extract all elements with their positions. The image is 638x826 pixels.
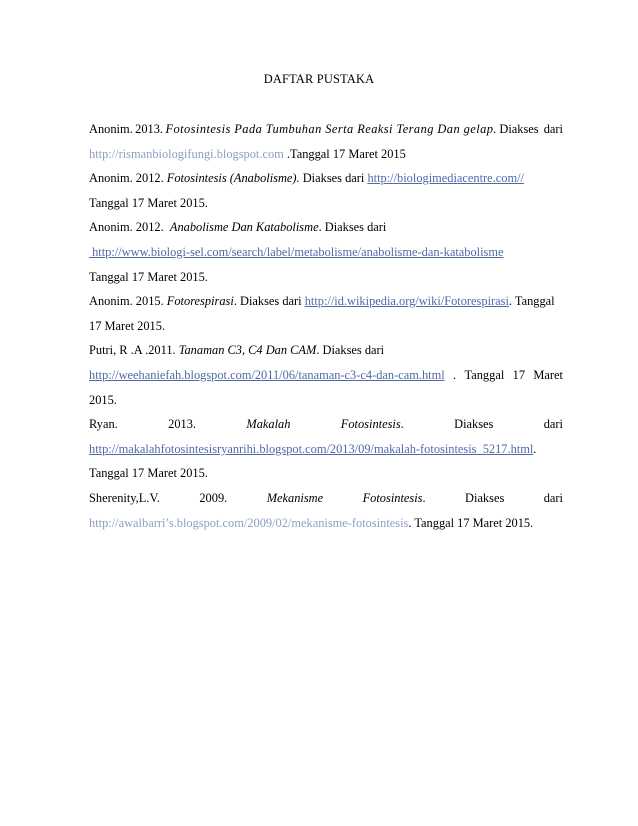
ref-access: . Diakses dari bbox=[233, 294, 305, 309]
ref-year: 2009. bbox=[199, 490, 228, 505]
reference-1-line-1 bbox=[89, 118, 563, 143]
ref-access: . Diakses dari bbox=[318, 220, 387, 235]
reference-3-line-3 bbox=[89, 266, 563, 291]
ref-author: Ryan. bbox=[89, 417, 118, 432]
ref-title-word-2: Fotosintesis bbox=[340, 417, 401, 432]
reference-4-line-2 bbox=[89, 315, 563, 340]
ref-date: Tanggal 17 Maret 2015. bbox=[89, 195, 208, 210]
reference-2-line-2 bbox=[89, 192, 563, 217]
reference-list bbox=[89, 118, 563, 536]
ref-access: . Diakses dari bbox=[316, 343, 385, 358]
ref-title-group bbox=[363, 487, 426, 512]
ref-title: Tanaman C3, C4 Dan CAM bbox=[178, 343, 317, 358]
ref-title: Fotosintesis (Anabolisme). bbox=[166, 171, 300, 186]
ref-prefix: Putri, R .A .2011. bbox=[89, 343, 179, 358]
reference-1-line-2 bbox=[89, 143, 563, 168]
reference-5-line-1 bbox=[89, 339, 563, 364]
ref-after: . bbox=[533, 441, 537, 456]
ref-author: Anonim. bbox=[89, 122, 133, 136]
ref-url-link[interactable]: http://id.wikipedia.org/wiki/Fotorespirasi bbox=[304, 294, 509, 309]
ref-prefix: Anonim. 2015. bbox=[89, 294, 167, 309]
ref-title-dot: . bbox=[422, 490, 426, 505]
ref-title-word-2: Fotosintesis bbox=[362, 490, 423, 505]
ref-date: 17 Maret 2015. bbox=[89, 318, 166, 333]
ref-title-dot: . bbox=[400, 417, 404, 432]
ref-title: Fotorespirasi bbox=[166, 294, 234, 309]
reference-7-line-1 bbox=[89, 487, 563, 512]
ref-url-link[interactable]: http://weehaniefah.blogspot.com/2011/06/tanaman-c3-c4-dan-cam.html bbox=[89, 367, 445, 382]
ref-prefix: Anonim. 2012. bbox=[89, 220, 170, 235]
ref-access-word-1: Diakses bbox=[454, 417, 494, 432]
ref-title-word-1: Makalah bbox=[246, 417, 291, 432]
ref-year: 2013. bbox=[168, 417, 197, 432]
ref-author: Sherenity,L.V. bbox=[89, 490, 160, 505]
ref-title-word-1: Mekanisme bbox=[266, 490, 324, 505]
ref-after: . Tanggal bbox=[508, 294, 555, 309]
page-title: DAFTAR PUSTAKA bbox=[263, 72, 375, 86]
ref-url-link[interactable]: http://rismanbiologifungi.blogspot.com bbox=[89, 146, 284, 161]
ref-date-year: 2015. bbox=[89, 392, 117, 407]
ref-prefix: Anonim. 2012. bbox=[89, 171, 167, 186]
ref-date-word: Tanggal bbox=[464, 367, 505, 382]
ref-access: Diakses dari bbox=[499, 122, 563, 136]
ref-date: Tanggal 17 Maret 2015. bbox=[89, 269, 208, 284]
ref-access-word-2: dari bbox=[543, 417, 563, 432]
ref-title: Fotosintesis Pada Tumbuhan Serta Reaksi Terang Dan gelap. bbox=[165, 122, 497, 136]
ref-date-month: Maret bbox=[533, 367, 563, 382]
ref-date-dot: . bbox=[453, 367, 457, 382]
ref-title-group bbox=[341, 413, 404, 438]
ref-date: . Tanggal 17 Maret 2015. bbox=[408, 515, 534, 530]
ref-url-link[interactable]: http://biologimediacentre.com// bbox=[367, 171, 525, 186]
reference-6-line-3 bbox=[89, 462, 563, 487]
ref-date: .Tanggal 17 Maret 2015 bbox=[283, 146, 406, 161]
reference-5-line-3 bbox=[89, 389, 563, 414]
ref-year: 2013. bbox=[135, 122, 164, 136]
reference-4-line-1 bbox=[89, 290, 563, 315]
ref-title: Anabolisme Dan Katabolisme bbox=[169, 220, 319, 235]
ref-date-day: 17 bbox=[512, 367, 526, 382]
ref-access-word-2: dari bbox=[543, 490, 563, 505]
ref-access-word-1: Diakses bbox=[465, 490, 505, 505]
ref-url-link[interactable]: http://awalbarri’s.blogspot.com/2009/02/mekanisme-fotosintesis bbox=[89, 515, 409, 530]
reference-6-line-2 bbox=[89, 438, 563, 463]
reference-2-line-1 bbox=[89, 167, 563, 192]
reference-6-line-1 bbox=[89, 413, 563, 438]
ref-date: Tanggal 17 Maret 2015. bbox=[89, 466, 208, 481]
ref-url-link[interactable]: http://makalahfotosintesisryanrihi.blogspot.com/2013/09/makalah-fotosintesis_5217.html bbox=[89, 441, 534, 456]
reference-3-line-1 bbox=[89, 216, 563, 241]
reference-5-line-2 bbox=[89, 364, 563, 389]
ref-url-link[interactable]: http://www.biologi-sel.com/search/label/metabolisme/anabolisme-dan-katabolisme bbox=[89, 244, 504, 259]
ref-access: Diakses dari bbox=[299, 171, 368, 186]
reference-7-line-2 bbox=[89, 512, 563, 537]
reference-3-line-2 bbox=[89, 241, 563, 266]
